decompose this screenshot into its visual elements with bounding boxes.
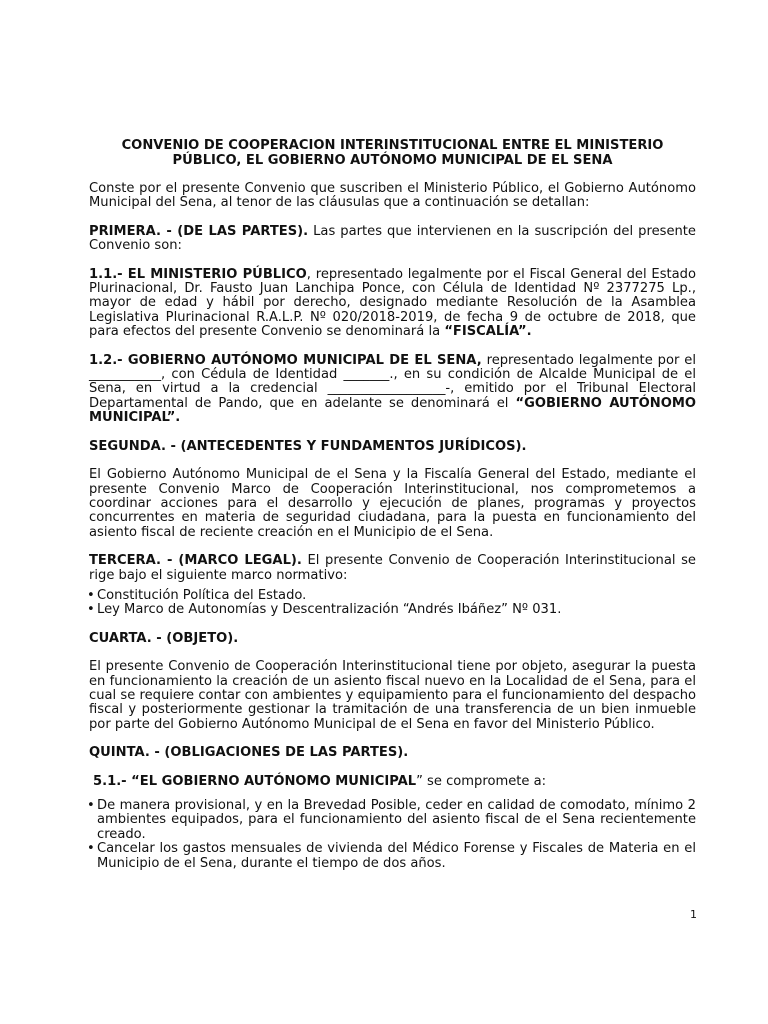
clause-quinta-heading: QUINTA. - (OBLIGACIONES DE LAS PARTES).: [89, 745, 409, 761]
legal-framework-list: [89, 589, 696, 618]
clause-5-1-text: ” se compromete a:: [416, 773, 547, 789]
clause-1-1-heading: 1.1.- EL MINISTERIO PÚBLICO: [89, 266, 307, 282]
document-body: [89, 139, 696, 885]
clause-1-2-alias: “GOBIERNO AUTÓNOMO MUNICIPAL”.: [89, 395, 697, 426]
clause-segunda-text: El Gobierno Autónomo Municipal de el Sena y la Fiscalía General del Estado, mediante el presente Convenio Marco de Cooperación Interinstitucional, nos comprometemos a coordinar acciones para el desarrollo y ejecución de planes, programas y proyectos concurrentes en materia de seguridad ciudadana, para la puesta en funcionamiento del asiento fiscal de reciente creación en el Municipio de el Sena.: [89, 467, 696, 540]
list-item: • De manera provisional, y en la Brevedad Posible, ceder en calidad de comodato, mínimo 2 ambientes equipados, para el funcionamiento del asiento fiscal de el Sena recientemente creado.: [89, 799, 696, 842]
clause-tercera-text: El presente Convenio de Cooperación Interinstitucional se rige bajo el siguiente marco normativo:: [89, 553, 696, 583]
clause-1-2: [89, 354, 696, 426]
intro-paragraph: Conste por el presente Convenio que suscriben el Ministerio Público, el Gobierno Autónomo Municipal del Sena, al tenor de las cláusulas que a continuación se detallan:: [89, 181, 696, 211]
clause-cuarta-heading: CUARTA. - (OBJETO).: [89, 630, 239, 646]
document-title: CONVENIO DE COOPERACION INTERINSTITUCIONAL ENTRE EL MINISTERIO PÚBLICO, EL GOBIERNO AUTÓNOMO MUNICIPAL DE EL SENA: [121, 138, 664, 168]
clause-1-1-alias: “FISCALÍA”.: [444, 324, 532, 340]
clause-cuarta-text: El presente Convenio de Cooperación Interinstitucional tiene por objeto, asegurar la puesta en funcionamiento la creación de un asiento fiscal nuevo en la Localidad de el Sena, para el cual se requiere contar con ambientes y equipamiento para el funcionamiento del despacho fiscal y posteriormente gestionar la tramitación de una transferencia de un bien inmueble por parte del Gobierno Autónomo Municipal de el Sena en favor del Ministerio Público.: [89, 659, 696, 732]
page-number: 1: [690, 908, 697, 921]
obligations-list: [89, 799, 696, 871]
list-item: • Constitución Política del Estado.: [89, 589, 696, 603]
clause-1-1-text: , representado legalmente por el Fiscal General del Estado Plurinacional, Dr. Fausto Juan Lanchipa Ponce, con Célula de Identidad Nº 2377275 Lp., mayor de edad y hábil por derecho, designado mediante Resolución de la Asamblea Legislativa Plurinacional R.A.L.P. Nº 020/2018-2019, de fecha 9 de octubre de 2018, que para efectos del presente Convenio se denominará la: [89, 266, 696, 340]
clause-5-1: [89, 775, 696, 789]
clause-primera: [89, 225, 696, 254]
list-item: • Ley Marco de Autonomías y Descentralización “Andrés Ibáñez” Nº 031.: [89, 603, 696, 617]
clause-primera-text: Las partes que intervienen en la suscripción del presente Convenio son:: [89, 223, 696, 254]
clause-primera-heading: PRIMERA. - (DE LAS PARTES).: [89, 223, 309, 239]
clause-1-2-heading: 1.2.- GOBIERNO AUTÓNOMO MUNICIPAL DE EL SENA,: [89, 352, 482, 368]
clause-1-1: [89, 268, 696, 340]
clause-5-1-heading: 5.1.- “EL GOBIERNO AUTÓNOMO MUNICIPAL: [93, 773, 417, 789]
clause-1-2-text: representado legalmente por el ___________, con Cédula de Identidad _______., en su condición de Alcalde Municipal de el Sena, en virtud a la credencial __________________-, emitido por el Tribunal Electoral Departamental de Pando, que en adelante se denominará el: [89, 352, 696, 411]
clause-tercera: [89, 554, 696, 583]
list-item: • Cancelar los gastos mensuales de vivienda del Médico Forense y Fiscales de Materia en el Municipio de el Sena, durante el tiempo de dos años.: [89, 842, 696, 871]
clause-segunda-heading: SEGUNDA. - (ANTECEDENTES Y FUNDAMENTOS JURÍDICOS).: [89, 438, 527, 454]
clause-tercera-heading: TERCERA. - (MARCO LEGAL).: [89, 553, 302, 569]
